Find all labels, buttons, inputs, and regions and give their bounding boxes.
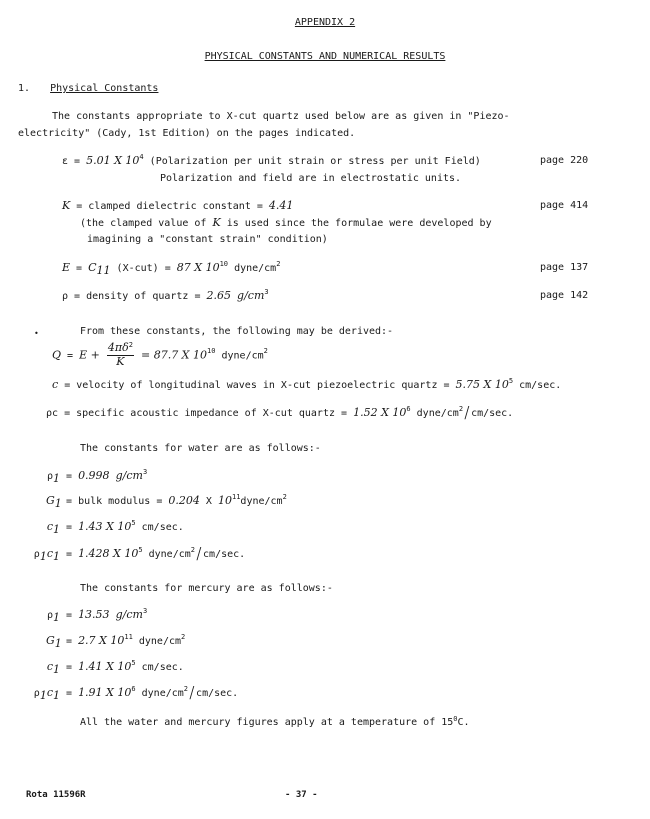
page-title: PHYSICAL CONSTANTS AND NUMERICAL RESULTS — [204, 51, 446, 62]
water-velocity-value: 1.43 X 10 — [78, 520, 132, 533]
mercury-imp-c: c — [46, 686, 53, 699]
water-velocity-exp: 5 — [131, 519, 136, 527]
water-bulk-unit-exp: 2 — [282, 493, 287, 501]
density-desc: density of quartz = — [86, 291, 201, 302]
water-density-symbol — [46, 470, 60, 487]
water-impedance-value: 1.428 X 10 — [78, 547, 139, 560]
mercury-bulk-unit-exp: 2 — [181, 633, 186, 641]
modulus-c: C — [88, 261, 97, 274]
section-number: 1. — [18, 83, 31, 94]
mercury-bulk-unit: dyne/cm — [138, 636, 182, 647]
epsilon-desc: (Polarization per unit strain or stress per unit Field) — [149, 156, 481, 167]
velocity-equation: c = velocity of longitudinal waves in X-cut piezoelectric quartz = 5.75 X $10^5$ cm/sec. — [52, 377, 562, 391]
mercury-intro: The constants for mercury are as follows:- — [80, 583, 333, 594]
epsilon-exp: 4 — [139, 153, 144, 161]
mercury-impedance: $\rho_1c_1 = 1.91$ X $10^6$ dyne/$cm^2/cm/\sec$. — [22, 686, 238, 704]
mercury-bulk-g: G — [46, 634, 55, 647]
kappa-note-pre: (the clamped value of — [80, 218, 213, 229]
q-fraction — [107, 342, 134, 369]
kappa-constant: K = clamped dielectric constant = 4.41 — [62, 199, 294, 212]
mercury-imp-sub2: 1 — [53, 689, 60, 702]
impedance-exp: 6 — [406, 405, 411, 413]
mercury-velocity-sub: 1 — [53, 663, 60, 676]
water-imp-c: c — [46, 547, 53, 560]
q-frac-num-exp: 2 — [128, 341, 133, 349]
water-bulk-pow-exp: 11 — [231, 493, 241, 501]
density-constant: ρ = density of quartz = 2.65 $g/cm^3$ — [62, 288, 269, 302]
water-density: $\rho_1 = 0.998$ $g/cm^3$ — [46, 468, 148, 485]
q-frac-den: K — [116, 355, 125, 368]
water-velocity-c: c — [46, 520, 53, 533]
mercury-velocity-unit: cm/sec. — [141, 662, 184, 673]
water-velocity-symbol — [46, 520, 60, 538]
epsilon-value: 5.01 X 10 — [86, 154, 140, 167]
kappa-note-1 — [80, 216, 492, 230]
epsilon-constant: ε = 5.01 X $10^4$ (Polarization per unit strain or stress per unit Field) — [62, 153, 481, 167]
water-imp-sub1: 1 — [39, 550, 47, 563]
mercury-velocity-c: c — [46, 660, 53, 673]
q-frac-num: 4πδ — [107, 341, 129, 354]
water-bulk-value: 0.204 — [168, 494, 200, 507]
water-velocity-sub: 1 — [53, 523, 60, 536]
water-density-rho: ρ — [46, 471, 53, 482]
modulus-constant: $E = C_{11}$ (X-cut) = 87 X $10^{10}$ dyne/$cm^2$ — [62, 260, 281, 277]
water-bulk-pow: 10 — [217, 494, 232, 507]
water-bulk-x: X — [205, 496, 212, 507]
mercury-density-unit-exp: 3 — [142, 607, 148, 615]
temperature-value: 15 — [441, 717, 454, 728]
mercury-density-value: 13.53 — [78, 608, 110, 621]
mercury-density-sub: 1 — [53, 611, 60, 624]
q-symbol: Q — [52, 348, 62, 362]
modulus-unit: dyne/cm — [234, 263, 277, 274]
section-heading — [18, 82, 158, 95]
impedance-unit-exp: 2 — [458, 405, 464, 413]
q-unit: dyne/cm — [221, 350, 264, 362]
mercury-impedance-symbol — [22, 686, 60, 704]
epsilon-symbol: ε — [62, 156, 69, 167]
mercury-velocity-symbol — [46, 660, 60, 678]
water-impedance-unit-2: cm/sec. — [203, 549, 246, 560]
water-impedance-unit-exp: 2 — [190, 546, 195, 554]
water-bulk-symbol — [46, 494, 60, 512]
water-bulk-unit: dyne/cm — [240, 496, 283, 507]
mercury-bulk-value: 2.7 X 10 — [78, 634, 125, 647]
impedance-unit: dyne/cm — [416, 408, 459, 419]
temperature-note — [80, 716, 470, 729]
mercury-velocity-value: 1.41 X 10 — [78, 660, 132, 673]
impedance-equation: ρc = specific acoustic impedance of X-cut quartz = 1.52 X $10^6$ dyne/$cm^2/cm/\sec$. — [46, 404, 514, 423]
kappa-page: page 414 — [540, 200, 589, 211]
water-density-unit-exp: 3 — [142, 468, 148, 476]
water-velocity-unit: cm/sec. — [141, 522, 184, 533]
mercury-density-unit: g/cm — [115, 608, 143, 621]
velocity-desc: velocity of longitudinal waves in X-cut piezoelectric quartz = — [76, 380, 450, 391]
water-velocity: $c_1 = 1.43$ X $10^5$ cm/sec. — [46, 519, 184, 536]
mercury-density-symbol — [46, 609, 60, 626]
mercury-impedance-unit-exp: 2 — [183, 685, 189, 693]
page-number: - 37 - — [285, 790, 318, 800]
modulus-c-sub: 11 — [96, 264, 111, 277]
appendix-heading: APPENDIX 2 — [294, 17, 356, 28]
q-exp: 10 — [207, 347, 216, 355]
q-unit-exp: 2 — [263, 347, 268, 355]
density-unit-exp: 3 — [264, 288, 269, 296]
impedance-symbol: ρc — [46, 408, 59, 419]
water-bulk-modulus: $G_1$ = bulk modulus = 0.204 X $10^{11}dyne/cm^2$ — [46, 493, 287, 510]
impedance-slash: / — [464, 404, 471, 423]
mercury-imp-rho: ρ — [33, 688, 40, 699]
mercury-bulk-modulus: $G_1 = 2.7$ X $10^{11}$ dyne/$cm^2$ — [46, 633, 186, 650]
intro-line-2: electricity" (Cady, 1st Edition) on the pages indicated. — [18, 128, 356, 139]
derived-intro: From these constants, the following may be derived:- — [80, 326, 394, 337]
velocity-unit: cm/sec. — [519, 380, 562, 391]
kappa-note-symbol: K — [212, 216, 221, 229]
epsilon-page: page 220 — [540, 155, 589, 166]
water-impedance-unit: dyne/cm — [148, 549, 191, 560]
kappa-desc: clamped dielectric constant = — [88, 201, 269, 212]
water-density-value: 0.998 — [78, 469, 110, 482]
kappa-note-post: is used since the formulae were developed by — [220, 218, 492, 229]
kappa-note-2: imagining a "constant strain" condition) — [87, 234, 328, 245]
water-bulk-desc: bulk modulus = — [78, 496, 163, 507]
water-imp-rho: ρ — [33, 549, 40, 560]
impedance-unit-2: cm/sec. — [471, 408, 514, 419]
intro-line-1: The constants appropriate to X-cut quartz used below are as given in "Piezo- — [52, 111, 510, 122]
impedance-desc: specific acoustic impedance of X-cut quartz = — [76, 408, 348, 419]
modulus-cut: (X-cut) = — [116, 263, 171, 274]
water-impedance-exp: 5 — [138, 546, 143, 554]
water-bulk-sub: 1 — [54, 497, 62, 510]
footer-reference: Rota 11596R — [26, 790, 86, 800]
temperature-note-text: All the water and mercury figures apply at a temperature of — [80, 717, 442, 728]
q-lhs: E + — [79, 348, 100, 362]
modulus-page: page 137 — [540, 262, 589, 273]
modulus-value: 87 X 10 — [176, 261, 220, 274]
modulus-exp: 10 — [219, 260, 229, 268]
kappa-symbol: K — [62, 199, 71, 212]
q-value: = 87.7 X 10 — [140, 348, 208, 362]
modulus-symbol: E — [62, 261, 71, 274]
temperature-degree: 0 — [453, 715, 458, 723]
velocity-exp: 5 — [508, 377, 514, 385]
density-page: page 142 — [540, 290, 589, 301]
velocity-value: 5.75 X 10 — [455, 378, 509, 391]
mercury-velocity-exp: 5 — [131, 659, 136, 667]
mercury-impedance-unit: dyne/cm — [141, 688, 184, 699]
modulus-unit-exp: 2 — [276, 260, 281, 268]
impedance-value: 1.52 X 10 — [353, 406, 407, 419]
mercury-bulk-symbol — [46, 634, 60, 652]
mercury-bulk-exp: 11 — [124, 633, 133, 641]
water-impedance-symbol — [22, 547, 60, 565]
mercury-impedance-slash: / — [189, 684, 196, 703]
velocity-symbol: c — [52, 378, 59, 391]
water-density-sub: 1 — [53, 472, 60, 485]
water-impedance: $\rho_1c_1 = 1.428$ X $10^5$ dyne/$cm^2/cm/\sec$. — [22, 547, 245, 565]
kappa-value: 4.41 — [268, 199, 294, 212]
mercury-impedance-unit-2: cm/sec. — [196, 688, 239, 699]
mercury-impedance-exp: 6 — [131, 685, 136, 693]
density-unit: g/cm — [237, 289, 265, 302]
density-value: 2.65 — [206, 289, 232, 302]
mercury-velocity: $c_1 = 1.41$ X $10^5$ cm/sec. — [46, 659, 184, 676]
section-title: Physical Constants — [50, 83, 159, 94]
density-symbol: ρ — [62, 291, 69, 302]
bullet-mark: • — [34, 329, 39, 338]
water-impedance-slash: / — [196, 545, 203, 564]
q-equation: Q = E + $\frac{4\pi\delta^2}{K}$ = 87.7 X $10^{10}$ dyne/$cm^2$ — [52, 341, 268, 368]
mercury-bulk-sub: 1 — [54, 637, 62, 650]
mercury-imp-sub1: 1 — [39, 689, 47, 702]
mercury-density-rho: ρ — [46, 610, 53, 621]
water-imp-sub2: 1 — [53, 550, 60, 563]
water-intro: The constants for water are as follows:- — [80, 443, 321, 454]
temperature-unit: C. — [457, 717, 470, 728]
water-density-unit: g/cm — [115, 469, 143, 482]
epsilon-note: Polarization and field are in electrostatic units. — [160, 173, 462, 184]
water-bulk-g: G — [46, 494, 55, 507]
mercury-impedance-value: 1.91 X 10 — [78, 686, 132, 699]
mercury-density: $\rho_1 = 13.53$ $g/cm^3$ — [46, 607, 148, 624]
